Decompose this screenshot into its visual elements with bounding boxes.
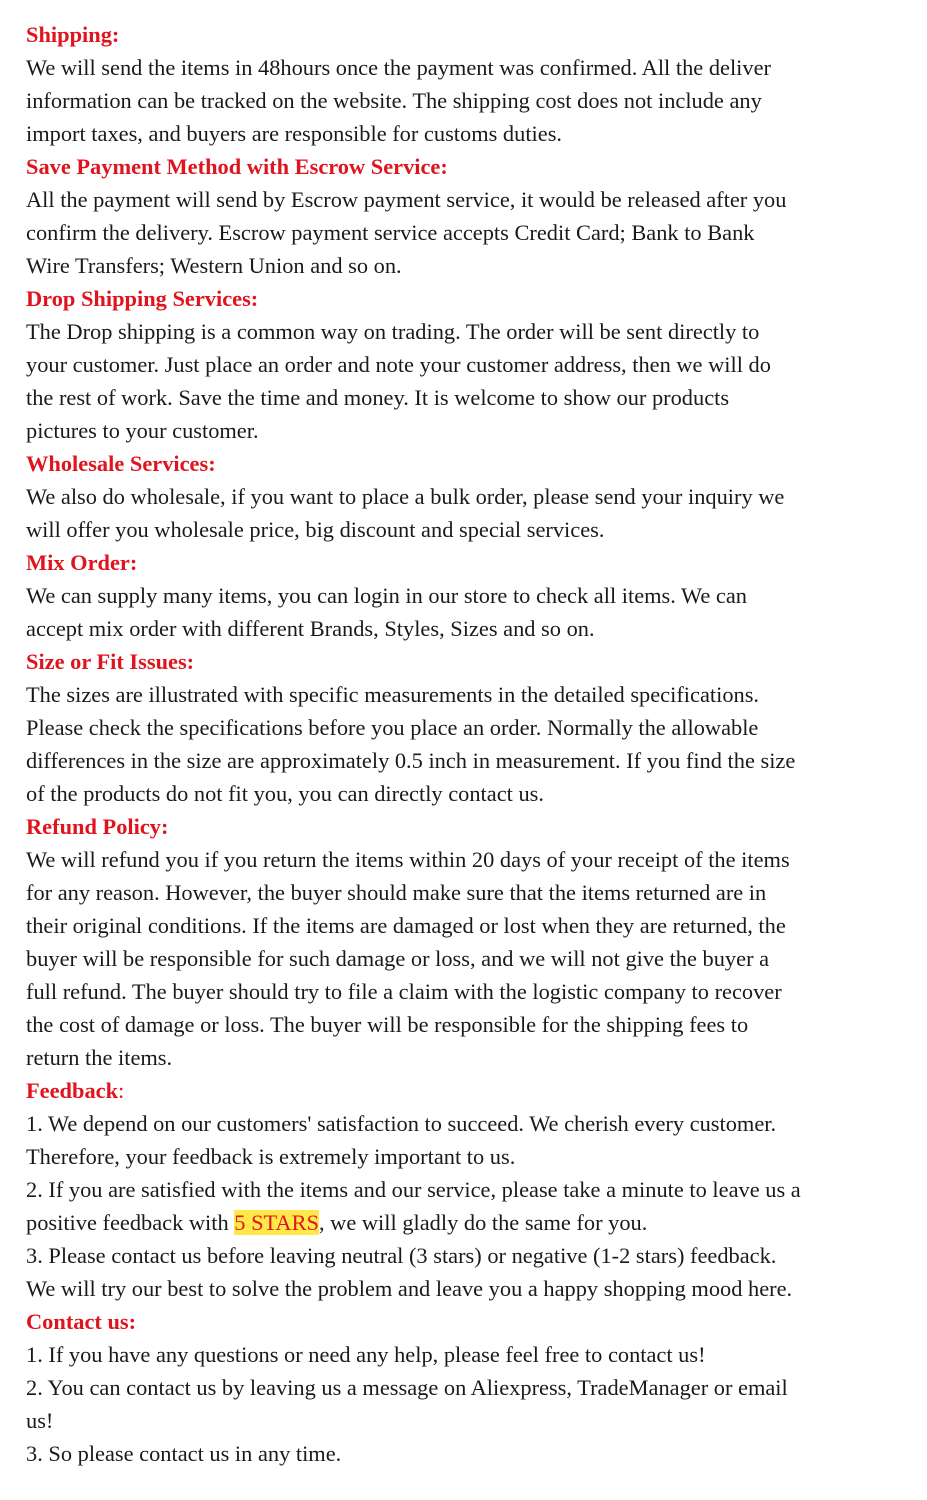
size-fit-line: of the products do not fit you, you can directly contact us. bbox=[26, 781, 544, 806]
refund-line: full refund. The buyer should try to file a claim with the logistic company to recover bbox=[26, 979, 782, 1004]
size-fit-line: differences in the size are approximately 0.5 inch in measurement. If you find the size bbox=[26, 748, 796, 773]
section-contact bbox=[26, 1305, 911, 1470]
drop-shipping-line: the rest of work. Save the time and money. It is welcome to show our products bbox=[26, 385, 730, 410]
payment-line: confirm the delivery. Escrow payment service accepts Credit Card; Bank to Bank bbox=[26, 220, 755, 245]
feedback-line: Therefore, your feedback is extremely important to us. bbox=[26, 1144, 516, 1169]
contact-line: 3. So please contact us in any time. bbox=[26, 1441, 342, 1466]
drop-shipping-line: your customer. Just place an order and note your customer address, then we will do bbox=[26, 352, 771, 377]
refund-line: for any reason. However, the buyer should make sure that the items returned are in bbox=[26, 880, 767, 905]
payment-line: Wire Transfers; Western Union and so on. bbox=[26, 253, 402, 278]
wholesale-heading: Wholesale Services: bbox=[26, 451, 216, 476]
refund-line: We will refund you if you return the items within 20 days of your receipt of the items bbox=[26, 847, 790, 872]
section-shipping bbox=[26, 18, 911, 150]
policy-document bbox=[26, 18, 911, 1470]
refund-line: the cost of damage or loss. The buyer will be responsible for the shipping fees to bbox=[26, 1012, 749, 1037]
section-feedback bbox=[26, 1074, 911, 1305]
shipping-line: information can be tracked on the website. The shipping cost does not include any bbox=[26, 88, 762, 113]
feedback-heading-colon: : bbox=[118, 1078, 125, 1103]
size-fit-line: Please check the specifications before you place an order. Normally the allowable bbox=[26, 715, 759, 740]
contact-line: 2. You can contact us by leaving us a message on Aliexpress, TradeManager or email bbox=[26, 1375, 788, 1400]
stars-line-before: positive feedback with bbox=[26, 1210, 235, 1235]
feedback-heading bbox=[26, 1074, 911, 1107]
shipping-line: We will send the items in 48hours once the payment was confirmed. All the deliver bbox=[26, 55, 771, 80]
shipping-line: import taxes, and buyers are responsible for customs duties. bbox=[26, 121, 563, 146]
stars-line-after: , we will gladly do the same for you. bbox=[318, 1210, 648, 1235]
section-wholesale bbox=[26, 447, 911, 546]
feedback-line: We will try our best to solve the problem and leave you a happy shopping mood here. bbox=[26, 1276, 793, 1301]
size-fit-line: The sizes are illustrated with specific measurements in the detailed specifications. bbox=[26, 682, 760, 707]
five-stars-highlight: 5 STARS bbox=[234, 1210, 319, 1235]
mix-order-line: We can supply many items, you can login in our store to check all items. We can bbox=[26, 583, 748, 608]
mix-order-heading: Mix Order: bbox=[26, 550, 138, 575]
refund-line: their original conditions. If the items are damaged or lost when they are returned, the bbox=[26, 913, 786, 938]
contact-heading: Contact us: bbox=[26, 1309, 137, 1334]
wholesale-line: will offer you wholesale price, big discount and special services. bbox=[26, 517, 605, 542]
feedback-line: 2. If you are satisfied with the items and our service, please take a minute to leave us a bbox=[26, 1177, 801, 1202]
drop-shipping-heading: Drop Shipping Services: bbox=[26, 286, 259, 311]
section-payment bbox=[26, 150, 911, 282]
drop-shipping-line: pictures to your customer. bbox=[26, 418, 259, 443]
feedback-line: 3. Please contact us before leaving neutral (3 stars) or negative (1-2 stars) feedback. bbox=[26, 1243, 777, 1268]
section-size-fit bbox=[26, 645, 911, 810]
shipping-heading: Shipping: bbox=[26, 22, 120, 47]
contact-line: 1. If you have any questions or need any help, please feel free to contact us! bbox=[26, 1342, 706, 1367]
mix-order-line: accept mix order with different Brands, Styles, Sizes and so on. bbox=[26, 616, 595, 641]
payment-heading: Save Payment Method with Escrow Service: bbox=[26, 154, 448, 179]
refund-heading: Refund Policy: bbox=[26, 814, 169, 839]
section-mix-order bbox=[26, 546, 911, 645]
feedback-stars-line bbox=[26, 1206, 911, 1239]
contact-line: us! bbox=[26, 1408, 54, 1433]
feedback-heading-text: Feedback bbox=[26, 1078, 119, 1103]
wholesale-line: We also do wholesale, if you want to place a bulk order, please send your inquiry we bbox=[26, 484, 785, 509]
refund-line: buyer will be responsible for such damage or loss, and we will not give the buyer a bbox=[26, 946, 770, 971]
size-fit-heading: Size or Fit Issues: bbox=[26, 649, 195, 674]
section-drop-shipping bbox=[26, 282, 911, 447]
feedback-line: 1. We depend on our customers' satisfaction to succeed. We cherish every customer. bbox=[26, 1111, 777, 1136]
refund-line: return the items. bbox=[26, 1045, 173, 1070]
payment-line: All the payment will send by Escrow payment service, it would be released after you bbox=[26, 187, 787, 212]
section-refund bbox=[26, 810, 911, 1074]
drop-shipping-line: The Drop shipping is a common way on trading. The order will be sent directly to bbox=[26, 319, 760, 344]
